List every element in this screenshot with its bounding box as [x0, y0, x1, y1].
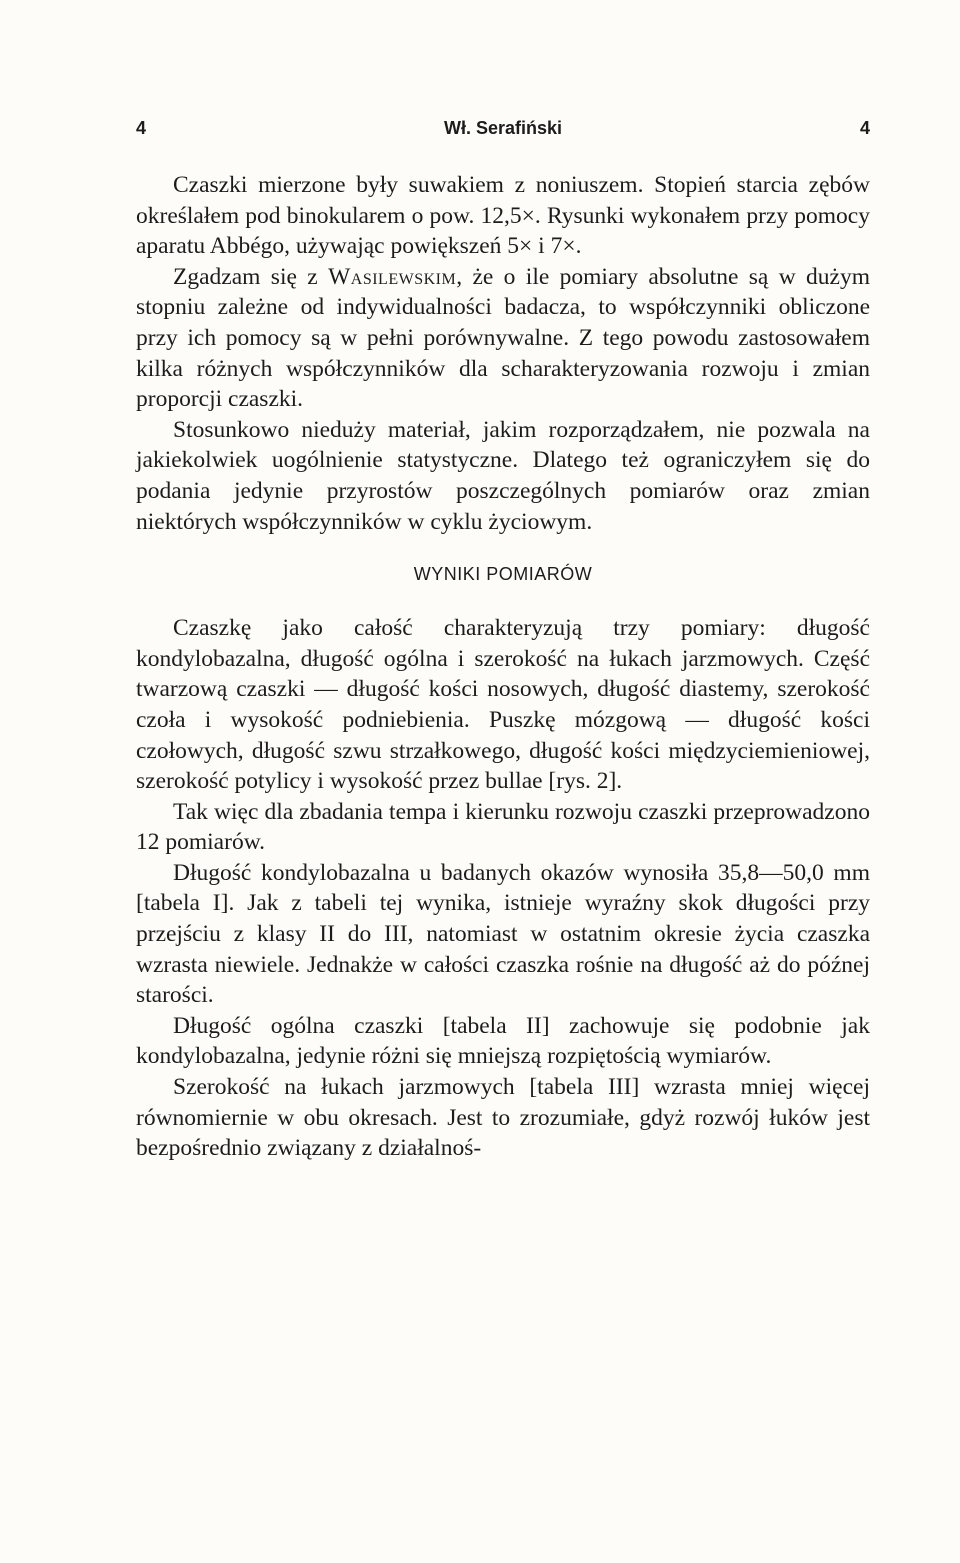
running-header — [136, 118, 870, 146]
paragraph-count: Tak więc dla zbadania tempa i kierunku rozwoju czaszki przeprowadzono 12 pomiarów. — [136, 798, 870, 856]
paragraph-coefficients-rest: , że o ile pomiary absolutne są w dużym stopniu zależne od indywidualności badacza, to współczynniki obliczone przy ich pomocy są w pełni porównywalne. Z tego powodu zastosowałem kilka różnych współczynników dla scharakteryzowania rozwoju i zmian proporcji czaszki. — [136, 263, 871, 413]
paragraph-total-length: Długość ogólna czaszki [tabela II] zachowuje się podobnie jak kondylobazalna, jedynie różni się mniejszą rozpiętością wymiarów. — [136, 1012, 870, 1070]
author-name: Wasilewskim — [328, 263, 457, 290]
page-number-left: 4 — [136, 118, 147, 138]
running-title: Wł. Serafiński — [443, 118, 563, 138]
section-heading: WYNIKI POMIARÓW — [413, 564, 593, 585]
page-number-right: 4 — [859, 118, 870, 138]
paragraph-condylobasal: Długość kondylobazalna u badanych okazów wynosiła 35,8—50,0 mm [tabela I]. Jak z tabeli tej wynika, istnieje wyraźny skok długości przy przejściu z klasy II do III, natomiast w ostatnim okresie życia czaszka wzrasta niewiele. Jednakże w całości czaszka rośnie na długość aż do późnej starości. — [136, 859, 870, 1009]
paragraph-zygomatic: Szerokość na łukach jarzmowych [tabela III] wzrasta mniej więcej równomiernie w obu okresach. Jest to zrozumiałe, gdyż rozwój łuków jest bezpośrednio związany z działalnoś- — [136, 1074, 870, 1162]
paragraph-methods: Czaszki mierzone były suwakiem z noniuszem. Stopień starcia zębów określałem pod binokularem o pow. 12,5×. Rysunki wykonałem przy pomocy aparatu Abbégo, używając powiększeń 5× i 7×. — [136, 172, 870, 260]
paragraph-coefficients — [136, 262, 870, 415]
paragraph-measurements: Czaszkę jako całość charakteryzują trzy pomiary: długość kondylobazalna, długość ogólna i szerokość na łukach jarzmowych. Część twarzową czaszki — długość kości nosowych, długość diastemy, szerokość czoła i wysokość podniebienia. Puszkę mózgową — długość kości czołowych, długość szwu strzałkowego, długość kości międzyciemieniowej, szerokość potylicy i wysokość przez bullae [rys. 2]. — [136, 615, 870, 795]
paragraph-coefficients-lead: Zgadzam się z — [173, 263, 329, 290]
paragraph-material: Stosunkowo nieduży materiał, jakim rozporządzałem, nie pozwala na jakiekolwiek uogólnienie statystyczne. Dlatego też ograniczyłem się do podania jedynie przyrostów poszczególnych pomiarów oraz zmian niektórych współczynników w cyklu życiowym. — [136, 416, 870, 535]
body-text — [136, 170, 870, 1164]
